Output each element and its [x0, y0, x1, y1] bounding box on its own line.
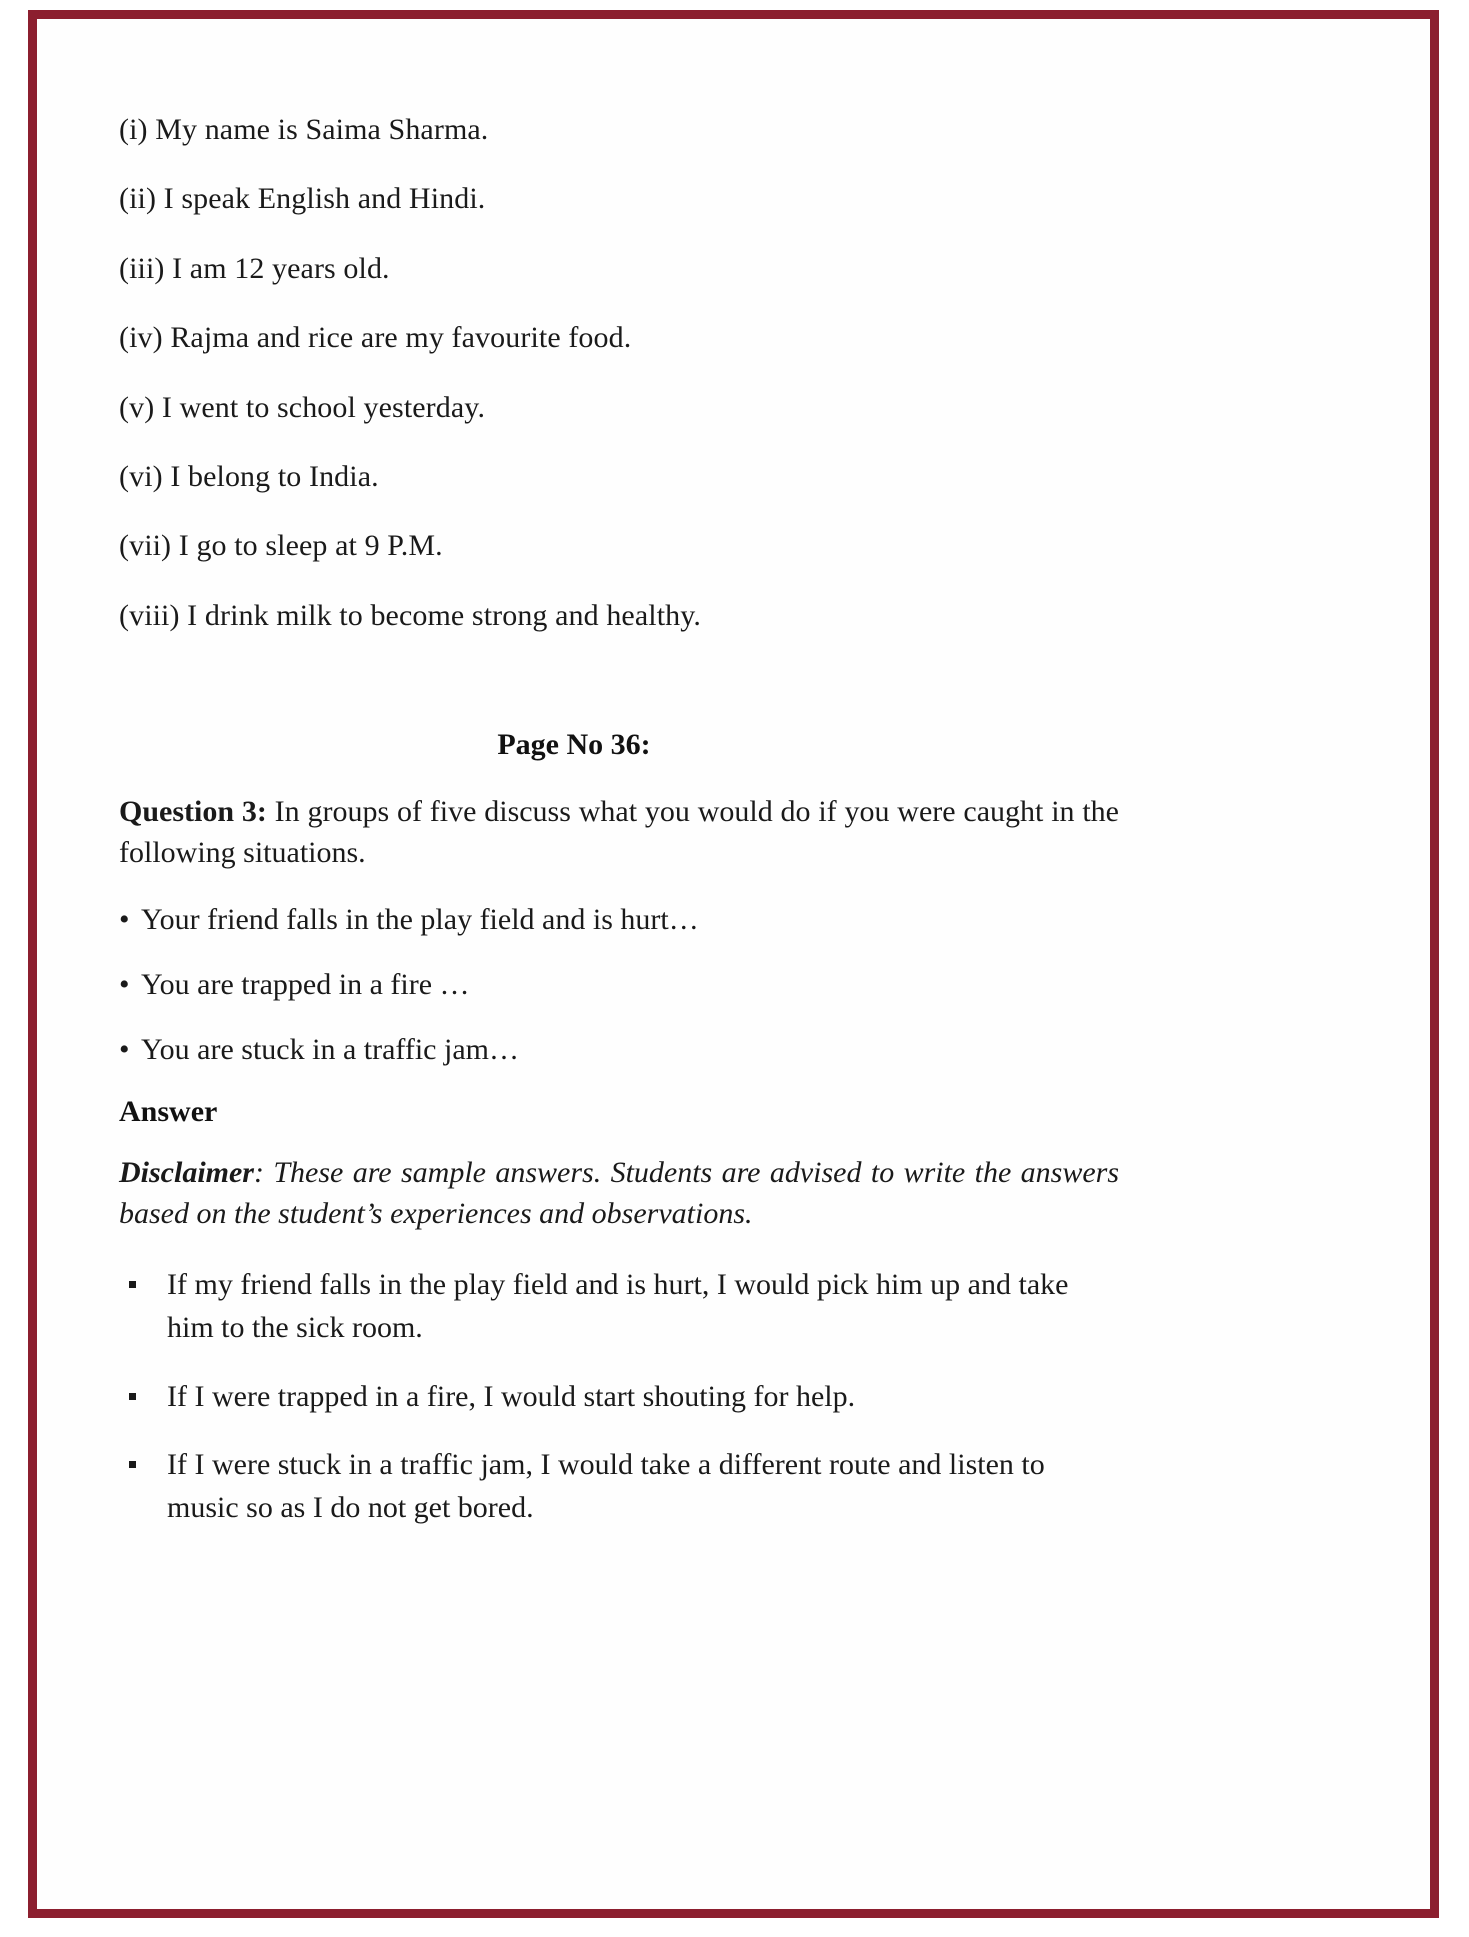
- list-item-label: Your friend falls in the play field and is hurt…: [141, 902, 699, 936]
- square-bullet-icon: [129, 1281, 136, 1288]
- list-item: (vi) I belong to India.: [119, 459, 379, 493]
- disclaimer-text: : These are sample answers. Students are advised to write the answers based on the student’s experiences and observations.: [119, 1155, 1119, 1230]
- list-item: [119, 900, 1119, 939]
- list-item: [119, 965, 1119, 1004]
- square-bullet-icon: [129, 1461, 136, 1468]
- answer-heading: Answer: [119, 1094, 218, 1128]
- disclaimer-label: Disclaimer: [119, 1155, 254, 1189]
- document-body: [119, 111, 1119, 1555]
- page-border-frame: [28, 10, 1439, 1918]
- list-item-label: If I were stuck in a traffic jam, I would take a different route and listen to music so as I do not get bored.: [167, 1448, 1045, 1524]
- answer-points-list: [119, 1264, 1119, 1529]
- question-label: Question 3:: [119, 795, 267, 829]
- list-item-label: You are stuck in a traffic jam…: [141, 1032, 519, 1066]
- list-item: (vii) I go to sleep at 9 P.M.: [119, 529, 443, 563]
- roman-answer-lines: [119, 111, 1119, 635]
- list-item-label: You are trapped in a fire …: [141, 967, 470, 1001]
- bullet-icon: •: [119, 967, 130, 1001]
- page-number-heading: Page No 36:: [497, 728, 651, 762]
- page-content-area: [37, 19, 1430, 1909]
- list-item-label: If I were trapped in a fire, I would start shouting for help.: [167, 1379, 856, 1413]
- list-item: (v) I went to school yesterday.: [119, 390, 486, 424]
- list-item-label: If my friend falls in the play field and is hurt, I would pick him up and take him to the sick room.: [167, 1268, 1069, 1344]
- question-text: In groups of five discuss what you would do if you were caught in the following situations.: [119, 795, 1120, 869]
- list-item: [119, 1264, 1119, 1349]
- list-item: (viii) I drink milk to become strong and healthy.: [119, 598, 701, 632]
- list-item: [119, 1376, 1119, 1419]
- bullet-icon: •: [119, 902, 130, 936]
- list-item: [119, 1030, 1119, 1069]
- square-bullet-icon: [129, 1393, 136, 1400]
- list-item: (ii) I speak English and Hindi.: [119, 182, 486, 216]
- disclaimer-paragraph: [119, 1153, 1119, 1235]
- question-paragraph: [119, 792, 1119, 874]
- list-item: [119, 1444, 1119, 1529]
- bullet-icon: •: [119, 1032, 130, 1066]
- list-item: (i) My name is Saima Sharma.: [119, 113, 489, 146]
- list-item: (iv) Rajma and rice are my favourite food.: [119, 321, 632, 355]
- section-spacer: [119, 666, 1119, 728]
- situations-list: [119, 900, 1119, 1069]
- list-item: (iii) I am 12 years old.: [119, 251, 390, 285]
